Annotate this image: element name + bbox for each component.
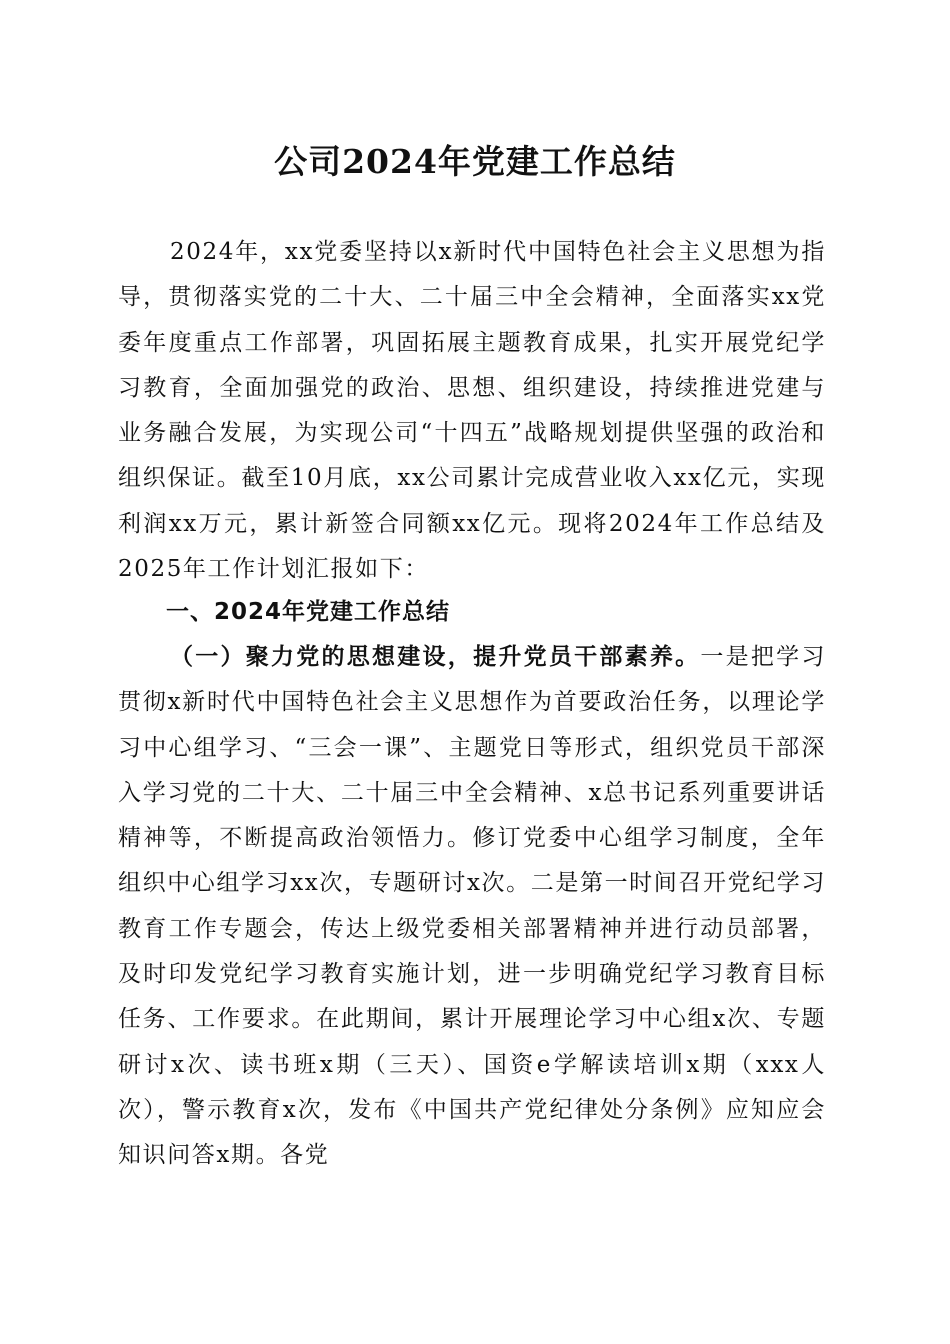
subsection-body: 一是把学习贯彻x新时代中国特色社会主义思想作为首要政治任务，以理论学习中心组学习、“三会一课”、主题党日等形式，组织党员干部深入学习党的二十大、二十届三中全会精神、x总书记系列重要讲话精神等，不断提高政治领悟力。修订党委中心组学习制度，全年组织中心组学习xx次，专题研讨x次。二是第一时间召开党纪学习教育工作专题会，传达上级党委相关部署精神并进行动员部署，及时印发党纪学习教育实施计划，进一步明确党纪学习教育目标任务、工作要求。在此期间，累计开展理论学习中心组x次、专题研讨x次、读书班x期（三天）、国资e学解读培训x期（xxx人次），警示教育x次，发布《中国共产党纪律处分条例》应知应会知识问答x期。各党 <box>118 644 826 1169</box>
document-title: 公司2024年党建工作总结 <box>274 142 676 181</box>
subsection-lead: （一）聚力党的思想建设，提升党员干部素养。 <box>170 643 701 670</box>
intro-paragraph: 2024年，xx党委坚持以x新时代中国特色社会主义思想为指导，贯彻落实党的二十大、二十届三中全会精神，全面落实xx党委年度重点工作部署，巩固拓展主题教育成果，扎实开展党纪学习教育，全面加强党的政治、思想、组织建设，持续推进党建与业务融合发展，为实现公司“十四五”战略规划提供坚强的政治和组织保证。截至10月底，xx公司累计完成营业收入xx亿元，实现利润xx万元，累计新签合同额xx亿元。现将2024年工作总结及2025年工作计划汇报如下： <box>118 239 826 583</box>
subsection-paragraph <box>118 634 826 1179</box>
section-heading: 一、2024年党建工作总结 <box>166 599 451 625</box>
